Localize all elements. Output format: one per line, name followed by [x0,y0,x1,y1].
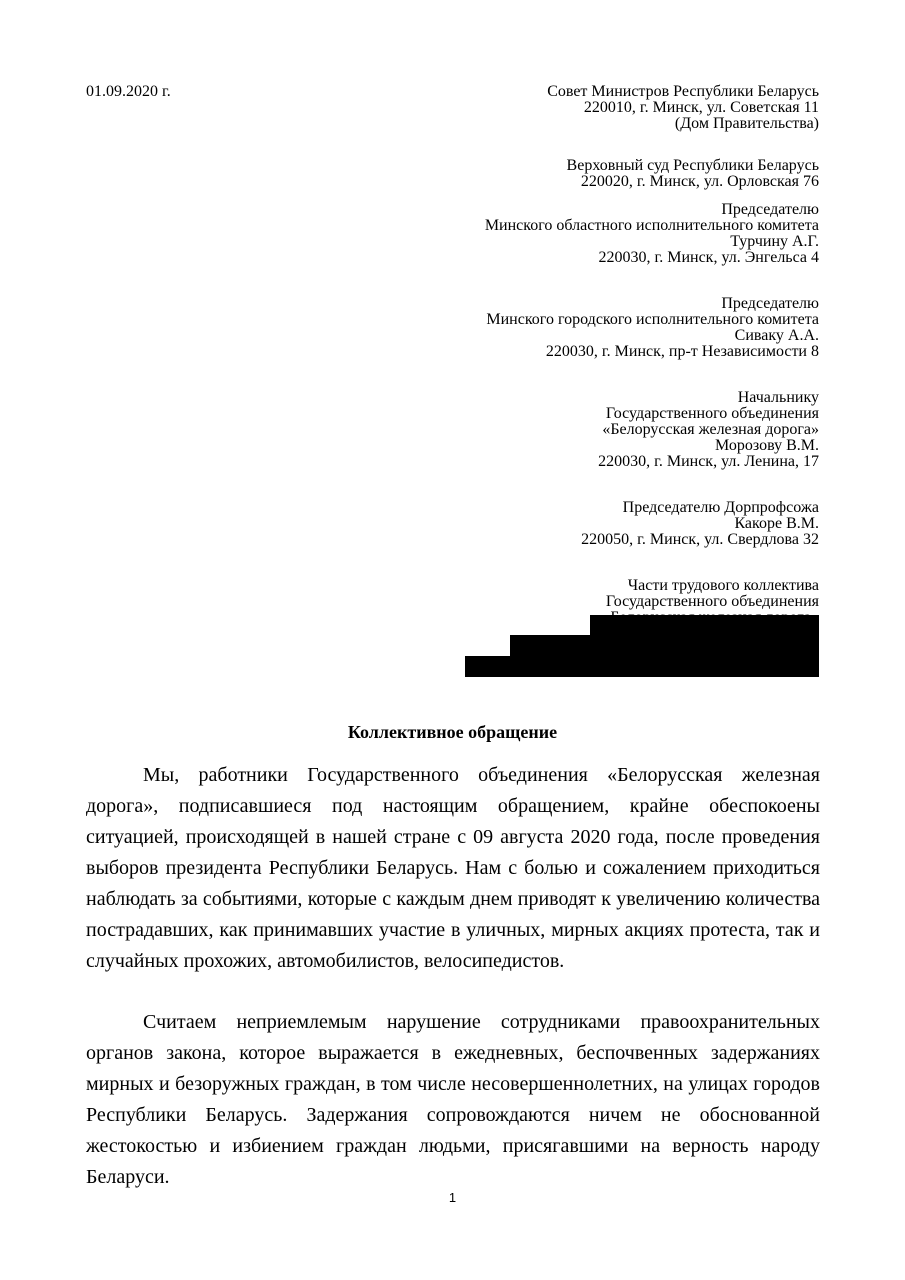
addressee-line: Части трудового коллектива [627,577,819,594]
addressee-list [359,84,819,626]
document-date: 01.09.2020 г. [86,83,171,100]
addressee-line: Председателю [721,201,819,218]
redaction-bar [590,615,819,635]
redaction-bar [510,635,819,656]
addressee-line: Морозову В.М. [715,437,819,454]
addressee-line: Минского городского исполнительного комитета [486,311,819,328]
addressee-line: Турчину А.Г. [730,233,819,250]
addressee-line: 220050, г. Минск, ул. Свердлова 32 [581,531,819,548]
page-number: 1 [448,1190,457,1205]
paragraph-text: Считаем неприемлемым нарушение сотрудниками правоохранительных органов закона, которое выражается в ежедневных, беспочвенных задержаниях мирных и безоружных граждан, в том числе несовершеннолетних, на улицах городов Республики Беларусь. Задержания сопровождаются ничем не обоснованной жестокостью и избиением граждан людьми, присягавшими на верность народу Беларуси. [86,1011,820,1188]
addressee-railway-head [359,390,819,470]
addressee-line: Начальнику [737,389,819,406]
addressee-line: Верховный суд Республики Беларусь [566,157,819,174]
addressee-regional-committee [359,202,819,266]
addressee-line: Совет Министров Республики Беларусь [547,83,819,100]
addressee-line: Государственного объединения [605,405,819,422]
addressee-line: 220030, г. Минск, ул. Энгельса 4 [598,249,819,266]
addressee-council-of-ministers [359,84,819,132]
body-paragraph-2 [86,1007,820,1193]
addressee-line: Минского областного исполнительного комитета [484,217,819,234]
addressee-line: Какоре В.М. [734,515,819,532]
addressee-line: «Белорусская железная дорога» [602,421,819,438]
body-paragraph-1 [86,760,820,977]
addressee-line: 220010, г. Минск, ул. Советская 11 [583,99,819,116]
addressee-line: 220030, г. Минск, пр-т Независимости 8 [545,343,819,360]
addressee-line: 220020, г. Минск, ул. Орловская 76 [580,173,819,190]
addressee-line: Сиваку А.А. [734,327,819,344]
addressee-line: 220030, г. Минск, ул. Ленина, 17 [598,453,819,470]
document-title: Коллективное обращение [347,722,558,742]
addressee-city-committee [359,296,819,360]
redaction-bar [465,656,819,677]
paragraph-text: Мы, работники Государственного объединения «Белорусская железная дорога», подписавшиеся под настоящим обращением, крайне обеспокоены ситуацией, происходящей в нашей стране с 09 августа 2020 года, после проведения выборов президента Республики Беларусь. Нам с болью и сожалением приходиться наблюдать за событиями, которые с каждым днем приводят к увеличению количества пострадавших, как принимавших участие в уличных, мирных акциях протеста, так и случайных прохожих, автомобилистов, велосипедистов. [86,764,820,972]
addressee-line: (Дом Правительства) [674,115,819,132]
addressee-line: Государственного объединения [605,593,819,610]
addressee-line: Председателю [721,295,819,312]
addressee-supreme-court [359,158,819,190]
addressee-line: Председателю Дорпрофсожа [622,499,819,516]
addressee-trade-union [359,500,819,548]
